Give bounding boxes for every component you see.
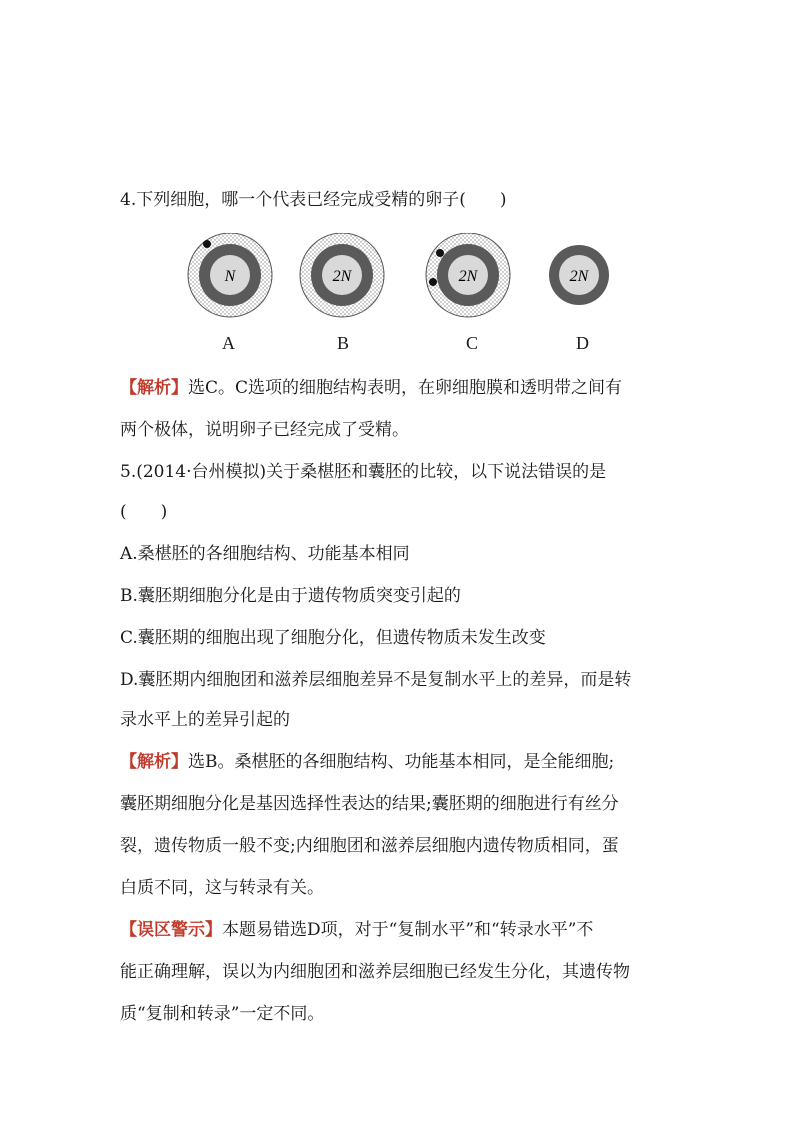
option-label-d: D <box>576 333 589 353</box>
q4-analysis-line <box>120 376 622 400</box>
option-label-a: A <box>222 333 235 353</box>
question-5-stem-2: ( ) <box>120 502 168 522</box>
question-4-stem: 4.下列细胞，哪一个代表已经完成受精的卵子( ) <box>120 190 507 210</box>
q5-warning-line-3: 质“复制和转录”一定不同。 <box>120 1004 325 1024</box>
q5-analysis-line <box>120 750 614 774</box>
q4-analysis-text: 选C。C选项的细胞结构表明，在卵细胞膜和透明带之间有 <box>188 378 623 398</box>
cell-diagram <box>180 233 620 323</box>
option-a: A.桑椹胚的各细胞结构、功能基本相同 <box>120 544 410 564</box>
question-5-stem: 5.(2014·台州模拟)关于桑椹胚和囊胚的比较，以下说法错误的是 <box>120 462 607 482</box>
q4-analysis-line-2: 两个极体，说明卵子已经完成了受精。 <box>120 420 409 440</box>
cell-b <box>300 233 384 317</box>
q5-analysis-line-3: 裂，遗传物质一般不变;内细胞团和滋养层细胞内遗传物质相同，蛋 <box>120 836 619 856</box>
polar-body <box>429 278 437 286</box>
q5-warning-text: 本题易错选D项，对于“复制水平”和“转录水平”不 <box>222 920 594 940</box>
q5-warning-line-2: 能正确理解，误以为内细胞团和滋养层细胞已经发生分化，其遗传物 <box>120 962 630 982</box>
cell-c-label: 2N <box>458 268 478 285</box>
option-label-b: B <box>337 333 350 353</box>
option-d-2: 录水平上的差异引起的 <box>120 710 290 730</box>
option-c: C.囊胚期的细胞出现了细胞分化，但遗传物质未发生改变 <box>120 628 546 648</box>
analysis-tag: 【解析】 <box>120 378 188 398</box>
option-b: B.囊胚期细胞分化是由于遗传物质突变引起的 <box>120 586 461 606</box>
cell-b-label: 2N <box>332 268 352 285</box>
q5-analysis-line-4: 白质不同，这与转录有关。 <box>120 878 324 898</box>
cell-a-label: N <box>224 268 236 285</box>
cell-c <box>426 233 510 317</box>
option-label-c: C <box>466 333 479 353</box>
option-d: D.囊胚期内细胞团和滋养层细胞差异不是复制水平上的差异，而是转 <box>120 670 632 690</box>
q5-warning-line <box>120 918 593 942</box>
q5-analysis-text: 选B。桑椹胚的各细胞结构、功能基本相同，是全能细胞; <box>188 752 615 772</box>
cell-d <box>549 245 609 305</box>
analysis-tag: 【解析】 <box>120 752 188 772</box>
cell-d-label: 2N <box>569 268 589 285</box>
warning-tag: 【误区警示】 <box>120 920 222 940</box>
polar-body <box>436 249 444 257</box>
q5-analysis-line-2: 囊胚期细胞分化是基因选择性表达的结果;囊胚期的细胞进行有丝分 <box>120 794 619 814</box>
cell-a <box>188 233 272 317</box>
polar-body <box>203 240 211 248</box>
